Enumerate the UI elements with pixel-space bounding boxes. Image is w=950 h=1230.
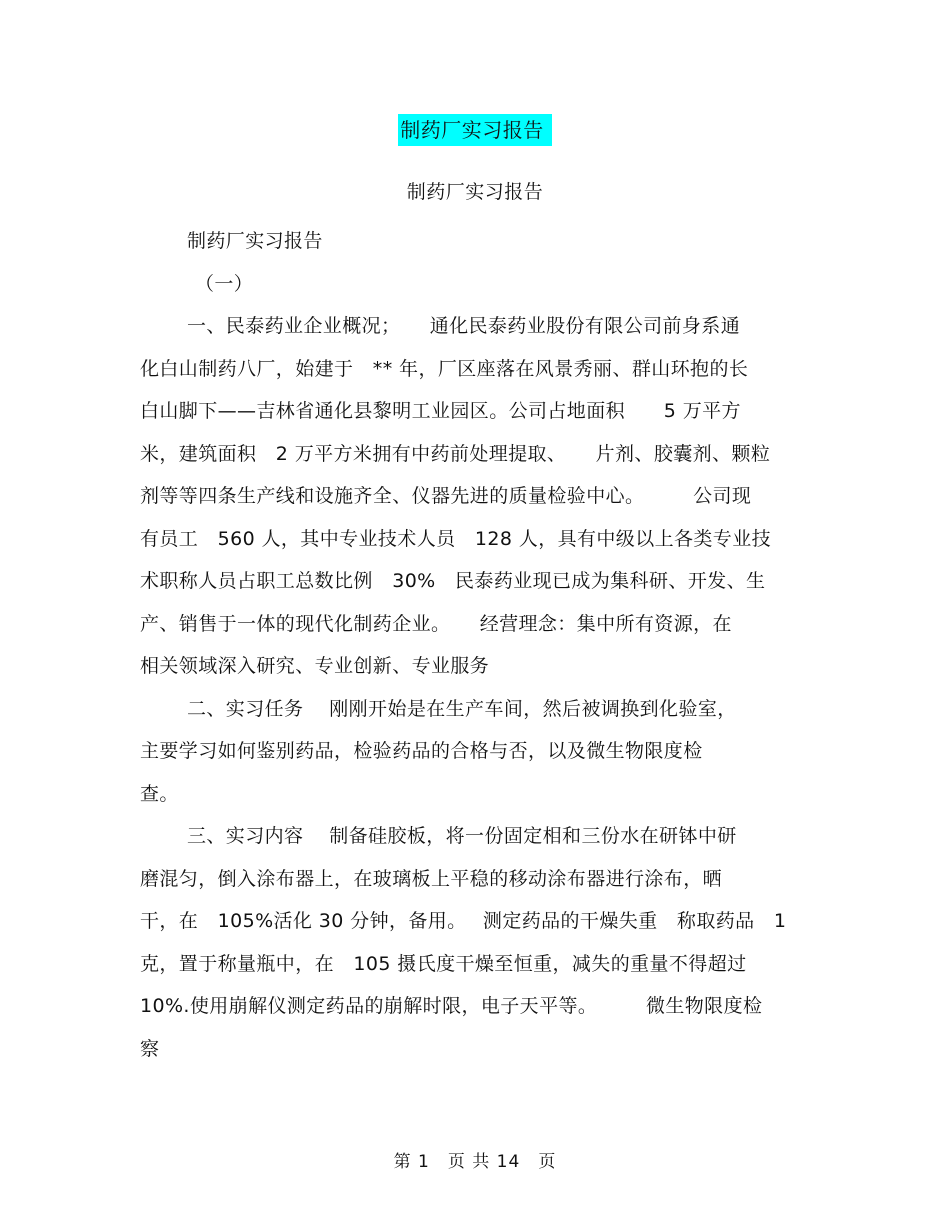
text-line: 有员工 560 人，其中专业技术人员 128 人，具有中级以上各类专业技 — [140, 527, 772, 550]
text-line: 相关领域深入研究、专业创新、专业服务 — [140, 655, 490, 677]
title-container — [0, 114, 950, 146]
paragraph-internship-content — [140, 815, 800, 1070]
text-line: 产、销售于一体的现代化制药企业。 经营理念：集中所有资源，在 — [140, 612, 732, 635]
document-subtitle: 制药厂实习报告 — [406, 181, 544, 203]
text-line: 剂等等四条生产线和设施齐全、仪器先进的质量检验中心。 公司现 — [140, 485, 752, 507]
text-line: 查。 — [140, 782, 179, 805]
document-body — [140, 220, 800, 1070]
section-heading: 制药厂实习报告 — [187, 230, 323, 252]
paragraph-company-overview — [140, 305, 800, 688]
paragraph-internship-tasks — [140, 688, 800, 816]
document-title: 制药厂实习报告 — [398, 114, 552, 146]
text-line: 一、民泰药业企业概况； 通化民泰药业股份有限公司前身系通 — [187, 315, 741, 337]
page-number-footer: 第 1 页 共 14 页 — [393, 1152, 557, 1172]
text-line: 10%.使用崩解仪测定药品的崩解时限，电子天平等。 微生物限度检 — [140, 995, 763, 1017]
text-line: 干，在 105%活化 30 分钟，备用。 测定药品的干燥失重 称取药品 1 — [140, 910, 787, 932]
text-line: 二、实习任务 刚刚开始是在生产车间，然后被调换到化验室， — [187, 697, 737, 720]
section-marker: （一） — [195, 272, 254, 295]
text-line: 三、实习内容 制备硅胶板，将一份固定相和三份水在研钵中研 — [187, 825, 737, 847]
text-line: 磨混匀，倒入涂布器上，在玻璃板上平稳的移动涂布器进行涂布，晒 — [140, 867, 723, 890]
text-line: 主要学习如何鉴别药品，检验药品的合格与否，以及微生物限度检 — [140, 740, 703, 762]
text-line: 察 — [140, 1037, 160, 1060]
text-line: 白山脚下——吉林省通化县黎明工业园区。公司占地面积 5 万平方 — [140, 400, 741, 422]
text-line: 克，置于称量瓶中，在 105 摄氏度干燥至恒重，减失的重量不得超过 — [140, 952, 747, 975]
text-line: 化白山制药八厂，始建于 ** 年，厂区座落在风景秀丽、群山环抱的长 — [140, 357, 749, 380]
text-line: 术职称人员占职工总数比例 30% 民泰药业现已成为集科研、开发、生 — [140, 570, 766, 592]
text-line: 米，建筑面积 2 万平方米拥有中药前处理提取、 片剂、胶囊剂、颗粒 — [140, 442, 771, 465]
